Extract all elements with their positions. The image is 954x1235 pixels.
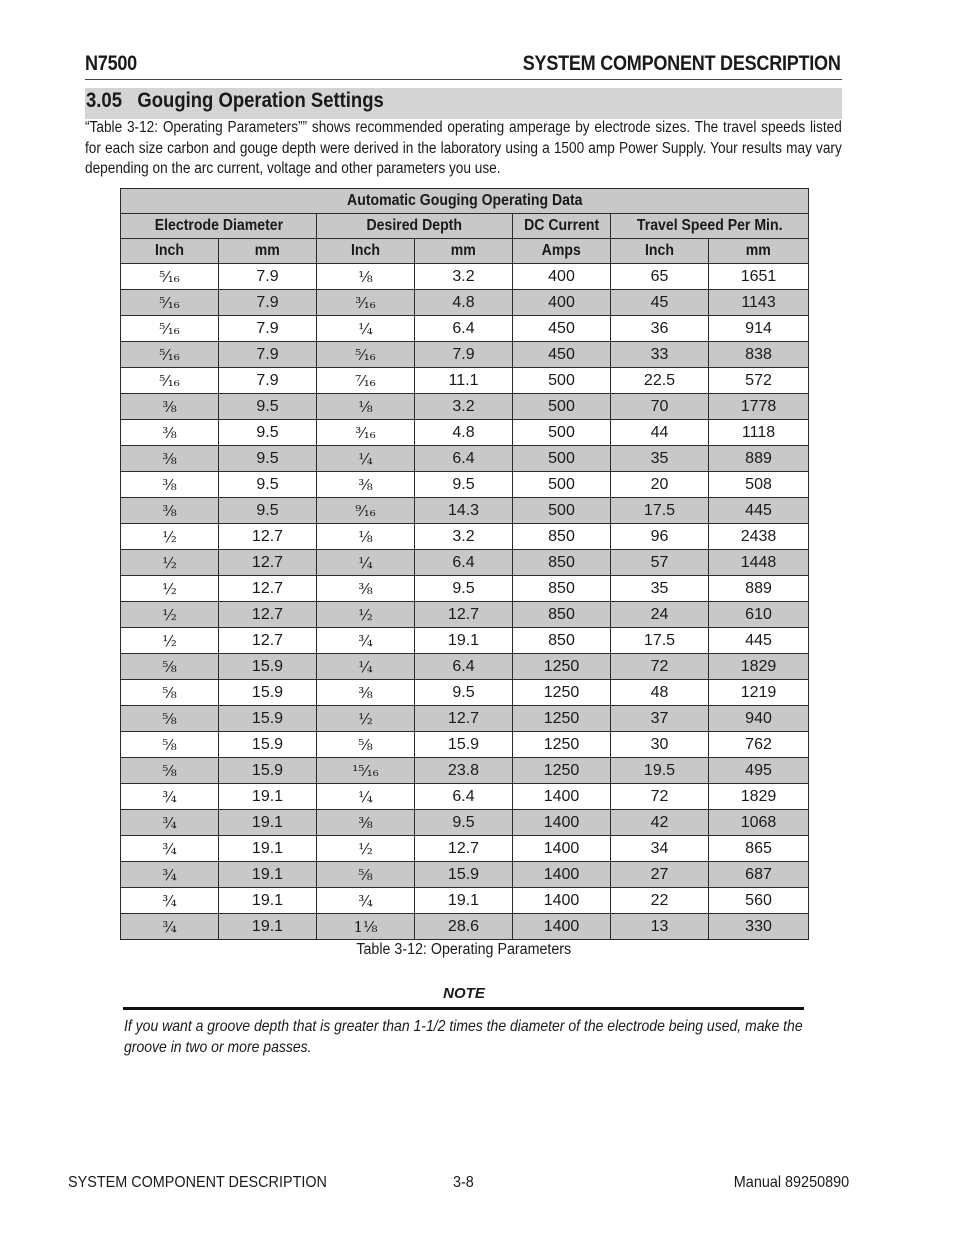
table-row xyxy=(121,706,809,732)
table-cell: ⅜ xyxy=(317,810,415,836)
table-cell: ³⁄₁₆ xyxy=(317,290,415,316)
table-cell: 72 xyxy=(611,784,709,810)
table-cell: ¼ xyxy=(317,550,415,576)
table-cell: ⁵⁄₁₆ xyxy=(121,316,219,342)
sub-header: mm xyxy=(415,239,513,264)
sub-header: Amps xyxy=(513,239,611,264)
table-cell: 12.7 xyxy=(415,706,513,732)
table-cell: 12.7 xyxy=(219,602,317,628)
table-cell: 19.1 xyxy=(415,628,513,654)
table-cell: 500 xyxy=(513,472,611,498)
table-cell: 1219 xyxy=(709,680,809,706)
table-row xyxy=(121,862,809,888)
table-cell: 19.1 xyxy=(219,862,317,888)
table-cell: ⅜ xyxy=(121,394,219,420)
table-cell: ¼ xyxy=(317,654,415,680)
table-cell: 450 xyxy=(513,342,611,368)
table-cell: ⅝ xyxy=(317,732,415,758)
table-cell: 838 xyxy=(709,342,809,368)
table-cell: 4.8 xyxy=(415,420,513,446)
group-header-dc-current: DC Current xyxy=(513,214,611,239)
table-cell: ¾ xyxy=(121,810,219,836)
table-cell: ¹⁵⁄₁₆ xyxy=(317,758,415,784)
sub-header: mm xyxy=(709,239,809,264)
table-cell: 500 xyxy=(513,498,611,524)
table-cell: 762 xyxy=(709,732,809,758)
table-row xyxy=(121,576,809,602)
header-divider xyxy=(85,79,842,80)
table-cell: ⅛ xyxy=(317,394,415,420)
table-cell: ⁵⁄₁₆ xyxy=(317,342,415,368)
table-cell: 42 xyxy=(611,810,709,836)
table-cell: 7.9 xyxy=(219,316,317,342)
table-cell: ½ xyxy=(121,524,219,550)
table-cell: 15.9 xyxy=(219,706,317,732)
table-row xyxy=(121,524,809,550)
table-cell: 9.5 xyxy=(415,472,513,498)
table-cell: 445 xyxy=(709,498,809,524)
table-cell: 45 xyxy=(611,290,709,316)
table-cell: 500 xyxy=(513,394,611,420)
table-cell: 22 xyxy=(611,888,709,914)
table-cell: 20 xyxy=(611,472,709,498)
table-cell: 850 xyxy=(513,550,611,576)
table-cell: 35 xyxy=(611,576,709,602)
table-cell: ⅝ xyxy=(121,706,219,732)
table-row xyxy=(121,446,809,472)
table-caption: Table 3-12: Operating Parameters xyxy=(356,941,572,958)
table-cell: 9.5 xyxy=(415,576,513,602)
table-cell: 1400 xyxy=(513,784,611,810)
table-cell: 15.9 xyxy=(219,680,317,706)
table-cell: ⅝ xyxy=(121,732,219,758)
table-row xyxy=(121,914,809,940)
table-cell: 508 xyxy=(709,472,809,498)
table-row xyxy=(121,420,809,446)
table-cell: ⅝ xyxy=(121,758,219,784)
table-cell: 7.9 xyxy=(219,368,317,394)
sub-header: Inch xyxy=(611,239,709,264)
table-cell: 33 xyxy=(611,342,709,368)
table-row xyxy=(121,628,809,654)
table-cell: ⁵⁄₁₆ xyxy=(121,290,219,316)
table-cell: ⁵⁄₁₆ xyxy=(121,368,219,394)
table-cell: ⅜ xyxy=(121,472,219,498)
table-cell: 12.7 xyxy=(219,628,317,654)
table-cell: ⁵⁄₁₆ xyxy=(121,264,219,290)
footer-page-number: 3-8 xyxy=(453,1174,474,1191)
table-cell: 3.2 xyxy=(415,264,513,290)
table-cell: 889 xyxy=(709,576,809,602)
table-cell: 44 xyxy=(611,420,709,446)
table-cell: ½ xyxy=(121,576,219,602)
table-cell: 7.9 xyxy=(219,290,317,316)
table-cell: 6.4 xyxy=(415,784,513,810)
table-cell: 1448 xyxy=(709,550,809,576)
table-cell: 7.9 xyxy=(219,264,317,290)
table-cell: 15.9 xyxy=(219,732,317,758)
table-cell: 1400 xyxy=(513,836,611,862)
table-cell: 687 xyxy=(709,862,809,888)
table-cell: ¾ xyxy=(121,888,219,914)
table-cell: 17.5 xyxy=(611,498,709,524)
table-cell: ⅛ xyxy=(317,264,415,290)
table-cell: 37 xyxy=(611,706,709,732)
table-cell: 6.4 xyxy=(415,550,513,576)
table-cell: ¼ xyxy=(317,784,415,810)
table-row xyxy=(121,264,809,290)
footer-manual-number: Manual 89250890 xyxy=(733,1174,849,1191)
table-row xyxy=(121,732,809,758)
table-cell: ¾ xyxy=(317,888,415,914)
table-row xyxy=(121,680,809,706)
table-cell: ½ xyxy=(317,836,415,862)
table-cell: ⁹⁄₁₆ xyxy=(317,498,415,524)
table-cell: 3.2 xyxy=(415,394,513,420)
table-cell: 72 xyxy=(611,654,709,680)
table-cell: 1651 xyxy=(709,264,809,290)
table-row xyxy=(121,290,809,316)
table-cell: 35 xyxy=(611,446,709,472)
table-cell: 30 xyxy=(611,732,709,758)
table-cell: 500 xyxy=(513,420,611,446)
table-cell: 889 xyxy=(709,446,809,472)
table-cell: 1400 xyxy=(513,862,611,888)
table-cell: ⅛ xyxy=(317,524,415,550)
table-cell: ⅜ xyxy=(121,420,219,446)
header-section-name: SYSTEM COMPONENT DESCRIPTION xyxy=(523,52,841,75)
table-cell: 1400 xyxy=(513,888,611,914)
table-cell: 1778 xyxy=(709,394,809,420)
table-cell: ½ xyxy=(121,628,219,654)
table-cell: 6.4 xyxy=(415,446,513,472)
table-cell: ⅜ xyxy=(317,472,415,498)
table-row xyxy=(121,550,809,576)
table-cell: 1118 xyxy=(709,420,809,446)
table-cell: 57 xyxy=(611,550,709,576)
table-cell: 11.1 xyxy=(415,368,513,394)
table-cell: ½ xyxy=(317,706,415,732)
table-cell: 96 xyxy=(611,524,709,550)
group-header-desired-depth: Desired Depth xyxy=(317,214,513,239)
table-cell: 1400 xyxy=(513,914,611,940)
table-cell: 1400 xyxy=(513,810,611,836)
table-cell: 500 xyxy=(513,446,611,472)
table-cell: ⅜ xyxy=(317,680,415,706)
table-cell: 12.7 xyxy=(219,550,317,576)
table-cell: ¾ xyxy=(317,628,415,654)
table-cell: 48 xyxy=(611,680,709,706)
table-cell: ¼ xyxy=(317,316,415,342)
table-cell: 330 xyxy=(709,914,809,940)
table-cell: 450 xyxy=(513,316,611,342)
note-text: If you want a groove depth that is greater than 1-1/2 times the diameter of the electrode being used, make the groove in two or more passes. xyxy=(124,1018,803,1056)
table-cell: ⅜ xyxy=(121,498,219,524)
table-cell: 850 xyxy=(513,602,611,628)
table-cell: 1068 xyxy=(709,810,809,836)
table-cell: 15.9 xyxy=(415,732,513,758)
table-cell: 9.5 xyxy=(219,420,317,446)
table-cell: 1⅛ xyxy=(317,914,415,940)
table-cell: 24 xyxy=(611,602,709,628)
table-cell: ¾ xyxy=(121,862,219,888)
table-cell: 19.1 xyxy=(219,888,317,914)
table-row xyxy=(121,342,809,368)
table-cell: 1143 xyxy=(709,290,809,316)
table-cell: 560 xyxy=(709,888,809,914)
table-cell: 9.5 xyxy=(219,446,317,472)
table-cell: 19.1 xyxy=(219,784,317,810)
table-cell: ⅝ xyxy=(121,654,219,680)
table-cell: 65 xyxy=(611,264,709,290)
table-cell: ½ xyxy=(317,602,415,628)
sub-header: Inch xyxy=(317,239,415,264)
table-cell: 2438 xyxy=(709,524,809,550)
table-cell: 914 xyxy=(709,316,809,342)
table-cell: 19.1 xyxy=(219,810,317,836)
table-cell: 15.9 xyxy=(219,758,317,784)
table-cell: 572 xyxy=(709,368,809,394)
footer-section-name: SYSTEM COMPONENT DESCRIPTION xyxy=(68,1174,327,1191)
table-body xyxy=(121,264,809,940)
table-cell: ¾ xyxy=(121,784,219,810)
table-cell: 12.7 xyxy=(415,602,513,628)
table-cell: 445 xyxy=(709,628,809,654)
intro-paragraph: “Table 3-12: Operating Parameters”” shows recommended operating amperage by electrode sizes. The travel speeds listed for each size carbon and gouge depth were derived in the laboratory using a 1500 amp Power Supply. Your results may vary depending on the arc current, voltage and other parameters you use. xyxy=(85,119,842,177)
table-cell: 400 xyxy=(513,264,611,290)
table-cell: 15.9 xyxy=(415,862,513,888)
table-cell: ⁵⁄₁₆ xyxy=(121,342,219,368)
table-row xyxy=(121,498,809,524)
table-cell: ½ xyxy=(121,602,219,628)
table-row xyxy=(121,472,809,498)
table-row xyxy=(121,602,809,628)
table-row xyxy=(121,810,809,836)
table-cell: 19.1 xyxy=(415,888,513,914)
table-cell: 4.8 xyxy=(415,290,513,316)
note-divider xyxy=(123,1007,804,1010)
table-cell: 7.9 xyxy=(415,342,513,368)
table-cell: 865 xyxy=(709,836,809,862)
table-cell: 14.3 xyxy=(415,498,513,524)
table-cell: 12.7 xyxy=(219,524,317,550)
table-title: Automatic Gouging Operating Data xyxy=(121,189,809,214)
table-cell: 1250 xyxy=(513,680,611,706)
table-cell: ⅜ xyxy=(121,446,219,472)
table-cell: 9.5 xyxy=(219,472,317,498)
table-row xyxy=(121,784,809,810)
table-cell: 3.2 xyxy=(415,524,513,550)
table-cell: 19.1 xyxy=(219,914,317,940)
table-cell: 6.4 xyxy=(415,654,513,680)
note-heading: NOTE xyxy=(443,985,485,1002)
table-cell: 850 xyxy=(513,628,611,654)
table-cell: ⁷⁄₁₆ xyxy=(317,368,415,394)
table-cell: 610 xyxy=(709,602,809,628)
table-cell: ⅝ xyxy=(317,862,415,888)
table-cell: ¼ xyxy=(317,446,415,472)
table-cell: ³⁄₁₆ xyxy=(317,420,415,446)
group-header-electrode-diameter: Electrode Diameter xyxy=(121,214,317,239)
table-cell: 34 xyxy=(611,836,709,862)
table-cell: 400 xyxy=(513,290,611,316)
sub-header: Inch xyxy=(121,239,219,264)
table-cell: 6.4 xyxy=(415,316,513,342)
table-cell: ½ xyxy=(121,550,219,576)
table-cell: 36 xyxy=(611,316,709,342)
table-cell: 500 xyxy=(513,368,611,394)
table-cell: 495 xyxy=(709,758,809,784)
table-cell: 1250 xyxy=(513,654,611,680)
table-cell: 23.8 xyxy=(415,758,513,784)
table-cell: 850 xyxy=(513,576,611,602)
table-cell: ⅜ xyxy=(317,576,415,602)
table-cell: 17.5 xyxy=(611,628,709,654)
group-header-travel-speed: Travel Speed Per Min. xyxy=(611,214,809,239)
table-cell: 1250 xyxy=(513,732,611,758)
section-title: 3.05 Gouging Operation Settings xyxy=(86,89,384,112)
table-cell: 27 xyxy=(611,862,709,888)
table-cell: 70 xyxy=(611,394,709,420)
table-cell: 1829 xyxy=(709,784,809,810)
table-cell: 1829 xyxy=(709,654,809,680)
table-row xyxy=(121,394,809,420)
table-cell: 12.7 xyxy=(415,836,513,862)
table-row xyxy=(121,368,809,394)
table-row xyxy=(121,654,809,680)
table-cell: 850 xyxy=(513,524,611,550)
header-model: N7500 xyxy=(85,52,137,75)
table-row xyxy=(121,836,809,862)
table-cell: ¾ xyxy=(121,836,219,862)
table-cell: 13 xyxy=(611,914,709,940)
table-row xyxy=(121,758,809,784)
table-cell: 7.9 xyxy=(219,342,317,368)
table-cell: 22.5 xyxy=(611,368,709,394)
table-cell: 940 xyxy=(709,706,809,732)
table-cell: 9.5 xyxy=(415,680,513,706)
table-row xyxy=(121,888,809,914)
table-cell: 12.7 xyxy=(219,576,317,602)
table-cell: 28.6 xyxy=(415,914,513,940)
table-cell: 9.5 xyxy=(415,810,513,836)
table-cell: 19.1 xyxy=(219,836,317,862)
table-cell: 1250 xyxy=(513,706,611,732)
table-cell: 9.5 xyxy=(219,394,317,420)
operating-parameters-table xyxy=(120,188,809,940)
table-cell: 19.5 xyxy=(611,758,709,784)
table-cell: ¾ xyxy=(121,914,219,940)
sub-header: mm xyxy=(219,239,317,264)
table-cell: 1250 xyxy=(513,758,611,784)
table-cell: 15.9 xyxy=(219,654,317,680)
table-cell: 9.5 xyxy=(219,498,317,524)
table-row xyxy=(121,316,809,342)
table-cell: ⅝ xyxy=(121,680,219,706)
